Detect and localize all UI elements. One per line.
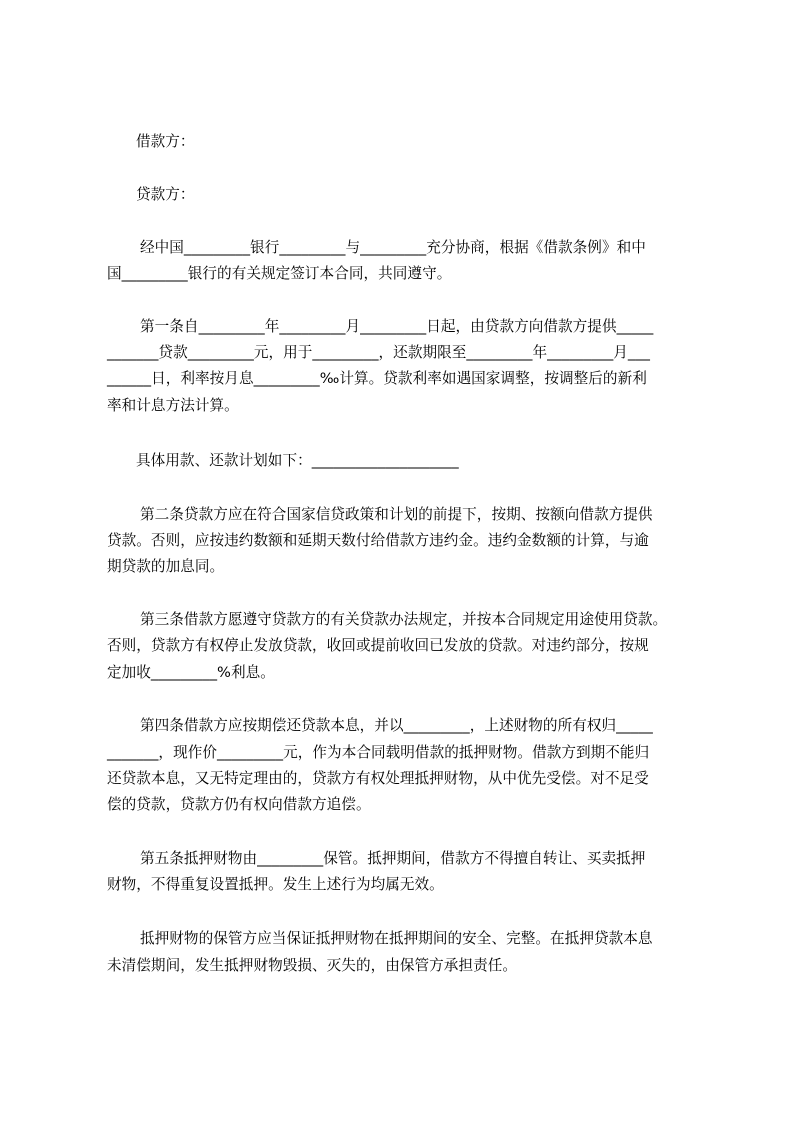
article-4-line-3: 还贷款本息，又无特定理由的，贷款方有权处理抵押财物，从中优先受偿。对不足受 (107, 770, 649, 787)
article-2-line-1: 第二条贷款方应在符合国家信贷政策和计划的前提下，按期、按额向借款方提供 (140, 506, 653, 523)
article-1-line-4: 率和计息方法计算。 (107, 397, 239, 414)
article-3-line-2: 否则，贷款方有权停止发放贷款，收回或提前收回已发放的贷款。对违约部分，按规 (107, 637, 649, 654)
article-3-line-1: 第三条借款方愿遵守贷款方的有关贷款办法规定，并按本合同规定用途使用贷款。 (140, 611, 668, 628)
article-4-line-1: 第四条借款方应按期偿还贷款本息，并以_________，上述财物的所有权归_____ (140, 717, 653, 734)
article-2-line-3: 期贷款的加息同。 (107, 558, 225, 575)
article-5-line-2: 财物，不得重复设置抵押。发生上述行为均属无效。 (107, 876, 444, 893)
article-5-line-1: 第五条抵押财物由_________保管。抵押期间，借款方不得擅自转让、买卖抵押 (140, 850, 646, 867)
article-2-line-2: 贷款。否则，应按违约数额和延期天数付给借款方违约金。违约金数额的计算，与逾 (107, 532, 649, 549)
article-1-line-3: ______日，利率按月息_________‰计算。贷款利率如遇国家调整，按调整后的新利 (107, 370, 647, 387)
article-1-line-1: 第一条自_________年_________月_________日起，由贷款方向借款方提供_____ (140, 318, 654, 335)
repayment-plan-line: 具体用款、还款计划如下：____________________ (136, 452, 459, 469)
article-1-line-2: _______贷款_________元，用于_________，还款期限至_________年_________月___ (107, 344, 650, 361)
custody-line-2: 未清偿期间，发生抵押财物毁损、灭失的，由保管方承担责任。 (107, 957, 518, 974)
article-4-line-4: 偿的贷款，贷款方仍有权向借款方追偿。 (107, 796, 371, 813)
borrower-label: 借款方： (136, 133, 195, 150)
custody-line-1: 抵押财物的保管方应当保证抵押财物在抵押期间的安全、完整。在抵押贷款本息 (140, 930, 653, 947)
lender-label: 贷款方： (136, 186, 195, 203)
article-4-line-2: _______，现作价_________元，作为本合同载明借款的抵押财物。借款方到期不能归 (107, 744, 650, 761)
intro-line-2: 国_________银行的有关规定签订本合同，共同遵守。 (107, 265, 452, 282)
intro-line-1: 经中国_________银行_________与_________充分协商，根据《借款条例》和中 (140, 239, 646, 256)
article-3-line-3: 定加收_________%利息。 (107, 664, 275, 681)
